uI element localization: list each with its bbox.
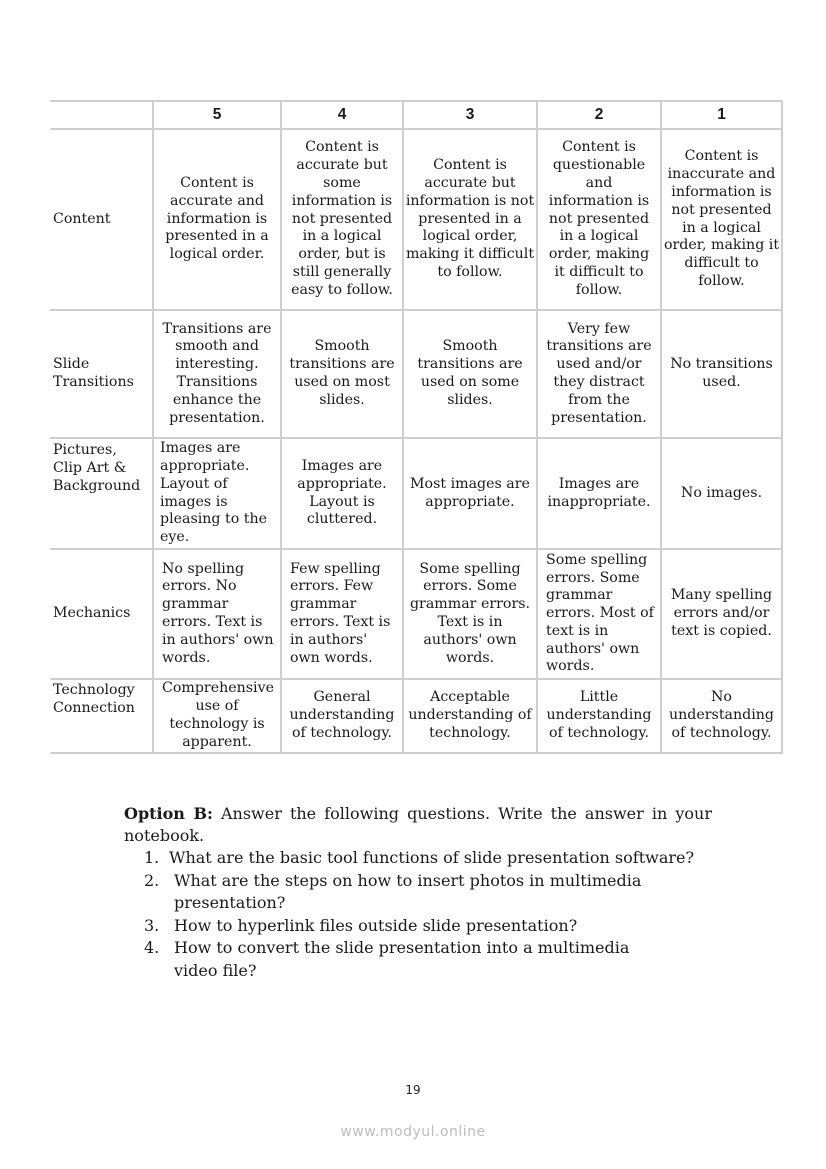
rubric-cell-content-3: Content is accurate but information is not presented in a logical order, making it difficult to follow.	[403, 129, 537, 310]
question-item	[144, 937, 724, 982]
rubric-header-score-5: 5	[153, 101, 281, 129]
rubric-row-pictures	[50, 438, 782, 549]
rubric-cell-transitions-1: No transitions used.	[661, 310, 782, 438]
rubric-cell-mechanics-4: Few spelling errors. Few grammar errors. Text is in authors' own words.	[281, 549, 403, 679]
question-text: What are the steps on how to insert photos in multimedia presentation?	[174, 870, 642, 912]
option-b-label: Option B:	[124, 804, 213, 823]
rubric-cell-technology-2: Little understanding of technology.	[537, 679, 661, 753]
rubric-cell-technology-1: No understanding of technology.	[661, 679, 782, 753]
rubric-cell-transitions-3: Smooth transitions are used on some slides.	[403, 310, 537, 438]
rubric-header-row	[50, 101, 782, 129]
rubric-table	[50, 100, 783, 754]
criterion-label: Mechanics	[50, 549, 153, 679]
rubric-cell-pictures-3: Most images are appropriate.	[403, 438, 537, 549]
option-b-paragraph	[124, 803, 712, 847]
question-number: 3.	[144, 915, 160, 935]
criterion-label: Technology Connection	[50, 679, 153, 753]
criterion-label: Content	[50, 129, 153, 310]
rubric-cell-pictures-4: Images are appropriate. Layout is cluttered.	[281, 438, 403, 549]
criterion-label: Pictures, Clip Art & Background	[50, 438, 153, 549]
criterion-label: Slide Transitions	[50, 310, 153, 438]
question-text: How to hyperlink files outside slide presentation?	[174, 915, 578, 935]
question-item	[144, 847, 724, 870]
question-number: 1.	[144, 848, 160, 867]
option-b-instruction: Answer the following questions. Write the answer in your notebook.	[124, 804, 713, 845]
rubric-cell-pictures-2: Images are inappropriate.	[537, 438, 661, 549]
rubric-cell-pictures-5: Images are appropriate. Layout of images is pleasing to the eye.	[153, 438, 281, 549]
rubric-cell-content-1: Content is inaccurate and information is not presented in a logical order, making it difficult to follow.	[661, 129, 782, 310]
rubric-cell-mechanics-5: No spelling errors. No grammar errors. Text is in authors' own words.	[153, 549, 281, 679]
rubric-header-score-1: 1	[661, 101, 782, 129]
rubric-row-mechanics	[50, 549, 782, 679]
rubric-header-score-4: 4	[281, 101, 403, 129]
rubric-header-blank	[50, 101, 153, 129]
question-text: What are the basic tool functions of slide presentation software?	[169, 848, 695, 867]
rubric-cell-technology-5: Comprehensive use of technology is apparent.	[153, 679, 281, 753]
rubric-cell-transitions-2: Very few transitions are used and/or they distract from the presentation.	[537, 310, 661, 438]
rubric-cell-content-5: Content is accurate and information is presented in a logical order.	[153, 129, 281, 310]
question-number: 2.	[144, 870, 160, 890]
rubric-row-technology	[50, 679, 782, 753]
rubric-header-score-3: 3	[403, 101, 537, 129]
rubric-cell-content-4: Content is accurate but some information is not presented in a logical order, but is still generally easy to follow.	[281, 129, 403, 310]
page-number: 19	[405, 1083, 421, 1097]
rubric-cell-mechanics-1: Many spelling errors and/or text is copied.	[661, 549, 782, 679]
rubric-row-slide-transitions	[50, 310, 782, 438]
rubric-cell-transitions-5: Transitions are smooth and interesting. Transitions enhance the presentation.	[153, 310, 281, 438]
question-item	[144, 870, 724, 915]
question-item	[144, 915, 724, 938]
question-text: How to convert the slide presentation into a multimedia video file?	[174, 938, 630, 980]
rubric-cell-content-2: Content is questionable and information is not presented in a logical order, making it difficult to follow.	[537, 129, 661, 310]
watermark: www.modyul.online	[340, 1124, 486, 1140]
rubric-cell-transitions-4: Smooth transitions are used on most slides.	[281, 310, 403, 438]
rubric-header-score-2: 2	[537, 101, 661, 129]
question-list	[144, 847, 724, 982]
rubric-row-content	[50, 129, 782, 310]
question-number: 4.	[144, 938, 160, 957]
rubric-cell-technology-4: General understanding of technology.	[281, 679, 403, 753]
rubric-cell-mechanics-3: Some spelling errors. Some grammar errors. Text is in authors' own words.	[403, 549, 537, 679]
rubric-cell-pictures-1: No images.	[661, 438, 782, 549]
rubric-cell-mechanics-2: Some spelling errors. Some grammar errors. Most of text is in authors' own words.	[537, 549, 661, 679]
rubric-cell-technology-3: Acceptable understanding of technology.	[403, 679, 537, 753]
